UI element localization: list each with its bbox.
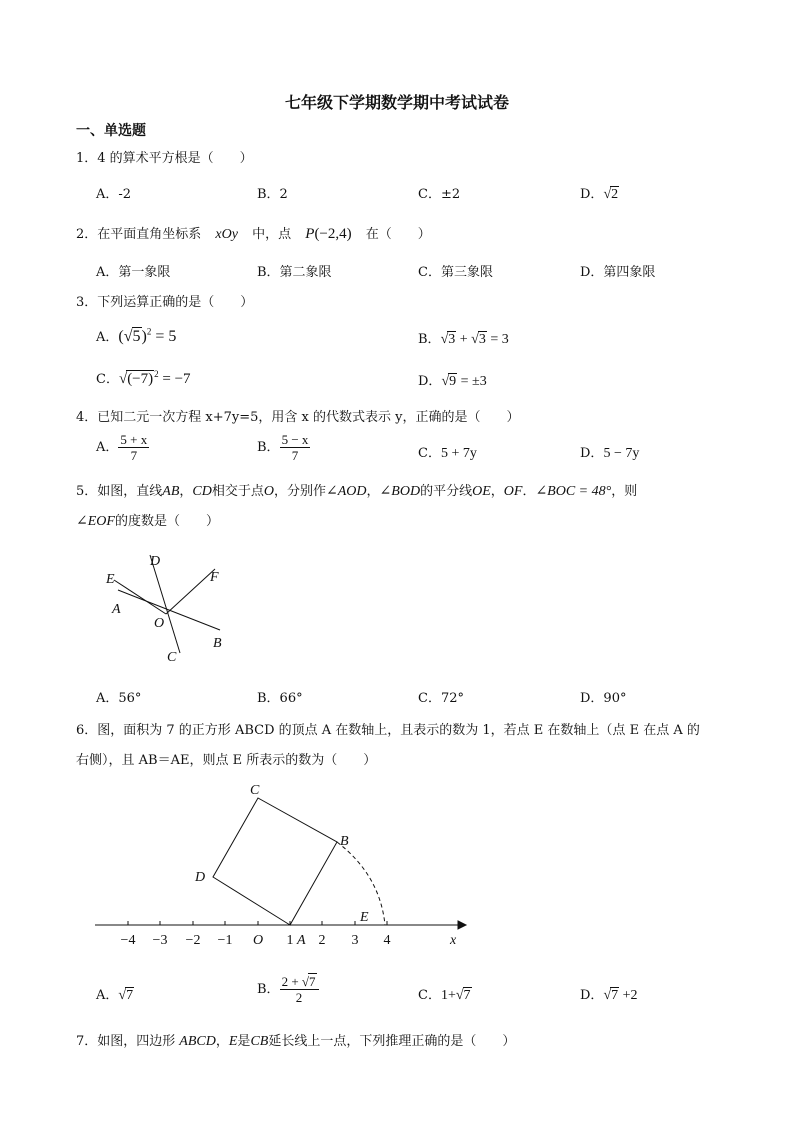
option-label: D． <box>580 988 604 1003</box>
quadrilateral-abcd: ABCD <box>179 1034 216 1049</box>
question-4-option-d <box>580 442 639 462</box>
tick-label: −4 <box>120 933 136 948</box>
tick-label: 4 <box>383 933 391 948</box>
square-abcd <box>213 798 337 925</box>
stem-text: 7．如图，四边形 <box>76 1034 176 1049</box>
radicand: 9 <box>449 374 457 389</box>
punctuation: ． <box>522 484 536 499</box>
tick-label: 1 <box>286 933 294 948</box>
addend: 1+ <box>440 988 456 1003</box>
tick-label: 2 <box>318 933 326 948</box>
ray-of: OF <box>503 484 523 499</box>
question-2-option-b: B．第二象限 <box>257 265 332 280</box>
angle-boc: ∠BOC = 48° <box>535 484 612 499</box>
tick-label: 3 <box>351 933 359 948</box>
line-ab: AB <box>162 484 180 499</box>
result: = −7 <box>162 371 191 387</box>
option-label: C． <box>96 372 119 387</box>
stem-text: 5．如图，直线 <box>76 484 163 499</box>
stem-text: 2．在平面直角坐标系 <box>76 227 202 242</box>
question-3-option-d: D．√9 = ±3 <box>418 374 487 389</box>
angle-bod: ∠BOD <box>379 484 421 499</box>
label-b: B <box>213 636 222 651</box>
point-name: P <box>305 226 315 242</box>
stem-text: 中，点 <box>252 227 292 242</box>
stem-text: 延长线上一点，下列推理正确的是（ ） <box>268 1034 516 1049</box>
question-5-option-c: C．72° <box>418 691 464 706</box>
stem-text: 是 <box>237 1034 251 1049</box>
label-c: C <box>250 783 260 798</box>
stem-text: 相交于点 <box>211 484 264 499</box>
q6-figure <box>90 775 470 955</box>
question-1-option-d: D．√2 <box>580 187 619 202</box>
stem-text: ，则 <box>611 484 638 499</box>
question-2-option-a: A．第一象限 <box>96 265 171 280</box>
radicand: 3 <box>478 332 486 347</box>
question-7-stem <box>76 1030 515 1050</box>
option-label: A． <box>96 330 119 345</box>
label-o: O <box>154 616 165 631</box>
option-label: B． <box>257 440 280 455</box>
question-4-option-a <box>96 432 149 463</box>
label-f: F <box>210 570 219 585</box>
section-heading: 一、单选题 <box>76 123 146 139</box>
line-cd: CD <box>192 484 212 499</box>
coordinate-system: xOy <box>215 227 238 242</box>
option-label: C． <box>418 446 441 461</box>
question-2-stem <box>76 223 431 243</box>
denominator: 7 <box>130 448 138 463</box>
question-6-stem-line-1: 6．图，面积为 7 的正方形 ABCD 的顶点 A 在数轴上，且表示的数为 1，若点 E 在数轴上（点 E 在点 A 的 <box>76 723 700 738</box>
punctuation: ， <box>366 484 380 499</box>
question-5-option-a: A．56° <box>96 691 142 706</box>
tick-label-origin: O <box>252 933 264 948</box>
result: = 5 <box>155 328 177 345</box>
question-3-option-b: B．√3 + √3 = 3 <box>418 332 509 347</box>
expression: 5 − 7y <box>603 446 640 461</box>
denominator: 2 <box>295 990 303 1005</box>
line-ab-stroke <box>118 590 220 630</box>
stem-text: 的度数是（ ） <box>114 514 219 529</box>
point-o: O <box>263 484 274 499</box>
question-5-option-b: B．66° <box>257 691 303 706</box>
question-1-option-b: B．2 <box>257 187 288 202</box>
option-label: B． <box>418 332 441 347</box>
question-6-option-c: C．1+√7 <box>418 988 471 1003</box>
question-1-stem: 1．4 的算术平方根是（ ） <box>76 151 253 166</box>
option-label: C． <box>418 988 441 1003</box>
axis-ticks <box>128 921 387 925</box>
option-label: D． <box>418 374 442 389</box>
question-3-option-c: C．$√(-7)^2 = -7$ <box>96 369 191 387</box>
question-6-option-b: B． $\frac{2 + √7}{2}$ <box>257 974 319 1005</box>
stem-text: 在（ ） <box>365 227 431 242</box>
stem-text: ，分别作 <box>274 484 327 499</box>
ray-oe-stroke <box>114 580 166 614</box>
question-5-stem-line-2 <box>76 510 219 530</box>
option-label: A． <box>96 440 119 455</box>
label-a: A <box>112 602 121 617</box>
question-2-option-d: D．第四象限 <box>580 265 656 280</box>
question-3-stem: 3．下列运算正确的是（ ） <box>76 295 254 310</box>
angle-aod: ∠AOD <box>326 484 367 499</box>
radicand: 2 <box>611 187 619 202</box>
question-6-stem-line-2: 右侧），且 AB＝AE，则点 E 所表示的数为（ ） <box>76 753 377 768</box>
page-title: 七年级下学期数学期中考试试卷 <box>284 93 509 112</box>
label-a: A <box>297 933 306 948</box>
stem-text: 的平分线 <box>420 484 473 499</box>
angle-eof: ∠EOF <box>76 514 115 529</box>
label-d: D <box>195 870 206 885</box>
question-5-stem-line-1 <box>76 480 637 500</box>
label-e: E <box>106 572 115 587</box>
radicand: 7 <box>309 974 316 989</box>
radicand: 7 <box>611 988 619 1003</box>
result: = 3 <box>490 332 509 347</box>
label-d: D <box>150 554 161 569</box>
label-b: B <box>340 834 349 849</box>
addend: +2 <box>622 988 638 1003</box>
axis-arrow <box>458 921 466 929</box>
question-3-option-a: A．$(√5)^2 = 5$ <box>96 326 177 345</box>
radicand: 7 <box>126 988 134 1003</box>
expression: 5 + 7y <box>440 446 477 461</box>
ray-of-stroke <box>166 569 215 614</box>
numerator: 5 − x <box>281 432 309 447</box>
radicand: (−7) <box>127 371 154 387</box>
question-4-option-c <box>418 442 477 462</box>
radicand: 7 <box>463 988 471 1003</box>
question-6-option-d: D．√7 +2 <box>580 988 638 1003</box>
point-e: E <box>228 1034 238 1049</box>
option-label: D． <box>580 187 604 202</box>
tick-label: −1 <box>217 933 233 948</box>
q5-figure <box>100 545 240 670</box>
punctuation: ， <box>490 484 504 499</box>
radicand: 5 <box>132 328 141 345</box>
denominator: 7 <box>291 448 299 463</box>
question-1-option-a: A．-2 <box>96 187 132 202</box>
numerator: 5 + x <box>120 432 148 447</box>
result: = ±3 <box>460 374 487 389</box>
ray-oe: OE <box>472 484 491 499</box>
line-cb: CB <box>250 1034 269 1049</box>
question-2-option-c: C．第三象限 <box>418 265 493 280</box>
tick-label: −3 <box>152 933 168 948</box>
punctuation: ， <box>179 484 193 499</box>
question-4-option-b <box>257 432 310 463</box>
radicand: 3 <box>448 332 456 347</box>
label-c: C <box>167 650 177 665</box>
question-4-stem: 4．已知二元一次方程 x+7y=5，用含 x 的代数式表示 y，正确的是（ ） <box>76 410 520 425</box>
option-label: D． <box>580 446 604 461</box>
option-label: B． <box>257 982 280 997</box>
label-x: x <box>450 933 457 948</box>
point-coords: (−2,4) <box>314 226 352 242</box>
numerator-part: 2 + <box>281 974 299 989</box>
label-e: E <box>360 910 369 925</box>
question-5-option-d: D．90° <box>580 691 627 706</box>
question-1-option-c: C．±2 <box>418 187 461 202</box>
question-6-option-a: A．√7 <box>96 988 134 1003</box>
punctuation: ， <box>215 1034 229 1049</box>
operator: + <box>459 332 468 347</box>
tick-label: −2 <box>185 933 201 948</box>
option-label: A． <box>96 988 119 1003</box>
